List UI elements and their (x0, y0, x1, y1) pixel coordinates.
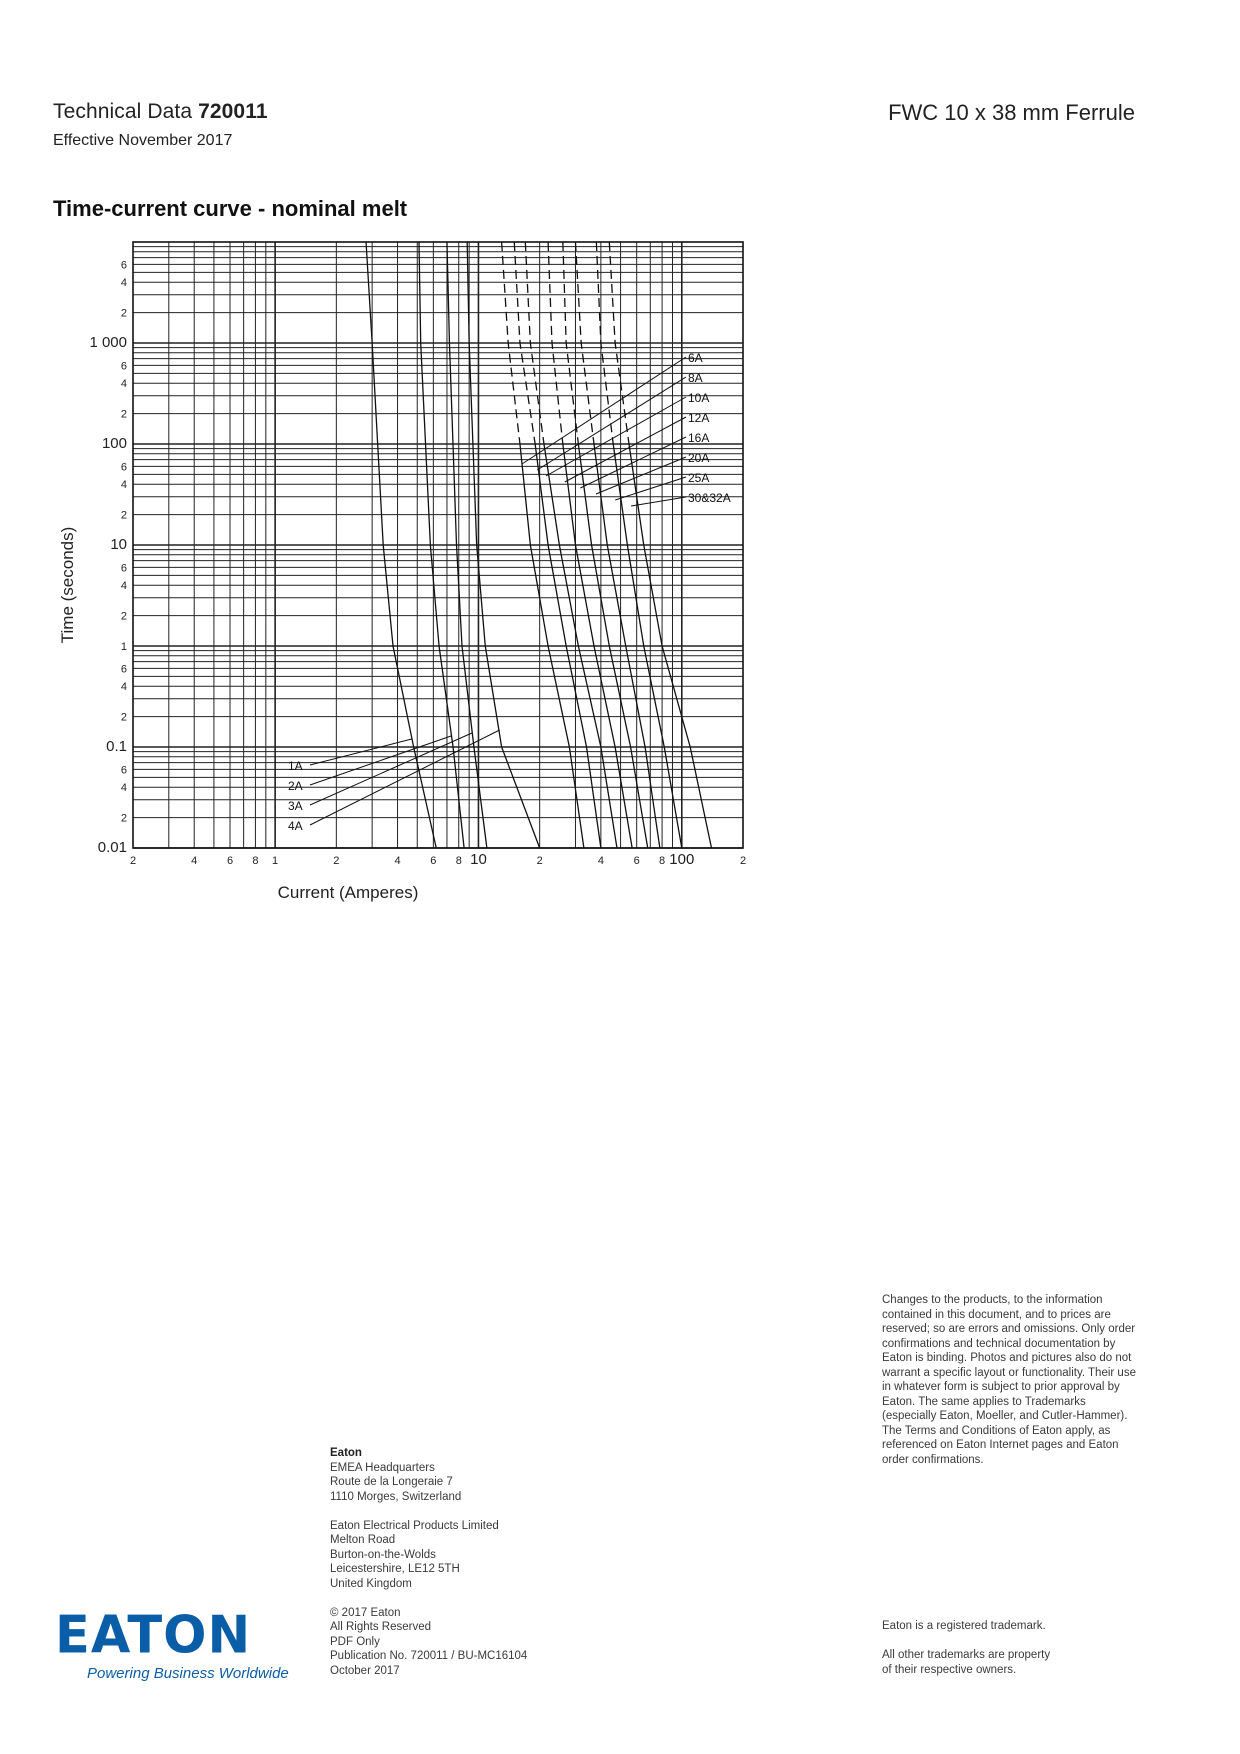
curve-labels (310, 357, 686, 825)
chart-grid (133, 242, 743, 848)
trademark-notice (882, 1619, 1140, 1692)
y-tick-label: 0.01 (97, 839, 127, 856)
x-tick-label: 2 (536, 855, 543, 867)
y-tick-label: 6 (120, 259, 127, 272)
y-tick-label: 4 (120, 479, 127, 492)
x-tick-label: 8 (252, 855, 259, 867)
y-tick-label: 0.1 (106, 738, 127, 755)
curve-label: 6A (688, 351, 703, 365)
x-tick-label: 2 (129, 855, 137, 867)
uk-address: Eaton Electrical Products Limited Melton Road Burton-on-the-Wolds Leicestershire, LE12 5TH United Kingdom (330, 1519, 499, 1590)
y-tick-label: 6 (120, 360, 127, 373)
hq-address: EMEA Headquarters Route de la Longeraie 7 1110 Morges, Switzerland (330, 1461, 462, 1503)
curve-label: 10A (688, 391, 710, 405)
curve-label: 8A (688, 371, 703, 385)
disclaimer: Changes to the products, to the information contained in this document, and to prices are reserved; so are errors and omissions. Only order confirmations and technical documentation by Eaton is binding. Photos and pictures also do not warrant a specific layout or functionality. Their use in whatever form is subject to prior approval by Eaton. The same applies to Trademarks (especially Eaton, Moeller, and Cutler-Hammer). The Terms and Conditions of Eaton apply, as referenced on Eaton Internet pages and Eaton order confirmations. (882, 1294, 1136, 1466)
x-tick-label: 4 (394, 855, 401, 867)
y-tick-label: 4 (120, 681, 127, 694)
section-title: Time-current curve - nominal melt (53, 196, 408, 221)
header-left (53, 100, 268, 150)
legal-info: © 2017 Eaton All Rights Reserved PDF Only Publication No. 720011 / BU-MC16104 October 2017 (330, 1606, 528, 1677)
y-tick-label: 6 (120, 562, 127, 575)
y-tick-label: 2 (120, 307, 127, 320)
x-tick-label: 2 (739, 855, 747, 867)
x-tick-label: 6 (226, 855, 234, 867)
eaton-logo (55, 1605, 289, 1682)
x-tick-label: 8 (659, 855, 666, 867)
y-tick-label: 2 (120, 509, 127, 522)
other-trademarks: All other trademarks are property of their respective owners. (882, 1649, 1051, 1676)
y-tick-label: 2 (120, 610, 127, 623)
x-tick-label: 4 (191, 855, 198, 867)
curve-label: 4A (288, 819, 303, 833)
y-tick-label: 4 (120, 782, 127, 795)
x-tick-label: 4 (597, 855, 604, 867)
x-tick-label: 6 (633, 855, 640, 867)
time-current-chart (50, 230, 770, 920)
y-tick-label: 100 (101, 435, 127, 452)
y-tick-label: 2 (120, 812, 127, 825)
leader-line (631, 497, 686, 506)
x-axis-label: Current (Amperes) (277, 883, 419, 902)
leader-line (537, 377, 686, 470)
y-tick-label: 4 (120, 378, 127, 391)
y-tick-label: 6 (120, 461, 127, 474)
x-tick-label: 1 (272, 855, 279, 867)
y-tick-label: 4 (120, 277, 127, 290)
x-tick-label: 2 (333, 855, 340, 867)
y-tick-label: 6 (120, 764, 127, 777)
logo-tagline: Powering Business Worldwide (87, 1665, 289, 1682)
y-tick-label: 4 (120, 580, 127, 593)
address-block (330, 1446, 610, 1693)
y-tick-label: 1 000 (89, 334, 127, 351)
curve-label: 12A (688, 411, 710, 425)
y-tick-label: 1 (120, 641, 127, 653)
doc-title (53, 100, 268, 124)
y-tick-label: 2 (120, 408, 127, 421)
effective-date: Effective November 2017 (53, 132, 233, 149)
logo-wordmark: EATON (55, 1605, 252, 1666)
curve-label: 30&32A (688, 491, 731, 505)
doc-number: 720011 (198, 100, 268, 123)
company-name: Eaton (330, 1447, 362, 1459)
curve-label: 16A (688, 431, 710, 445)
y-tick-label: 6 (120, 663, 127, 676)
x-tick-label: 10 (470, 851, 487, 868)
curve-label: 1A (288, 759, 303, 773)
doc-title-prefix: Technical Data (53, 100, 193, 123)
x-tick-label: 100 (669, 851, 695, 868)
curve-label: 25A (688, 471, 710, 485)
y-tick-label: 10 (110, 536, 127, 553)
curve-label: 2A (288, 779, 303, 793)
y-tick-label: 2 (120, 711, 127, 724)
trademark-line: Eaton is a registered trademark. (882, 1620, 1046, 1632)
curve-label: 20A (688, 451, 710, 465)
leader-line (565, 417, 686, 482)
curve-label: 3A (288, 799, 303, 813)
x-tick-label: 6 (430, 855, 437, 867)
product-name: FWC 10 x 38 mm Ferrule (888, 100, 1135, 125)
x-tick-label: 8 (455, 855, 462, 867)
y-axis-label: Time (seconds) (58, 526, 77, 644)
